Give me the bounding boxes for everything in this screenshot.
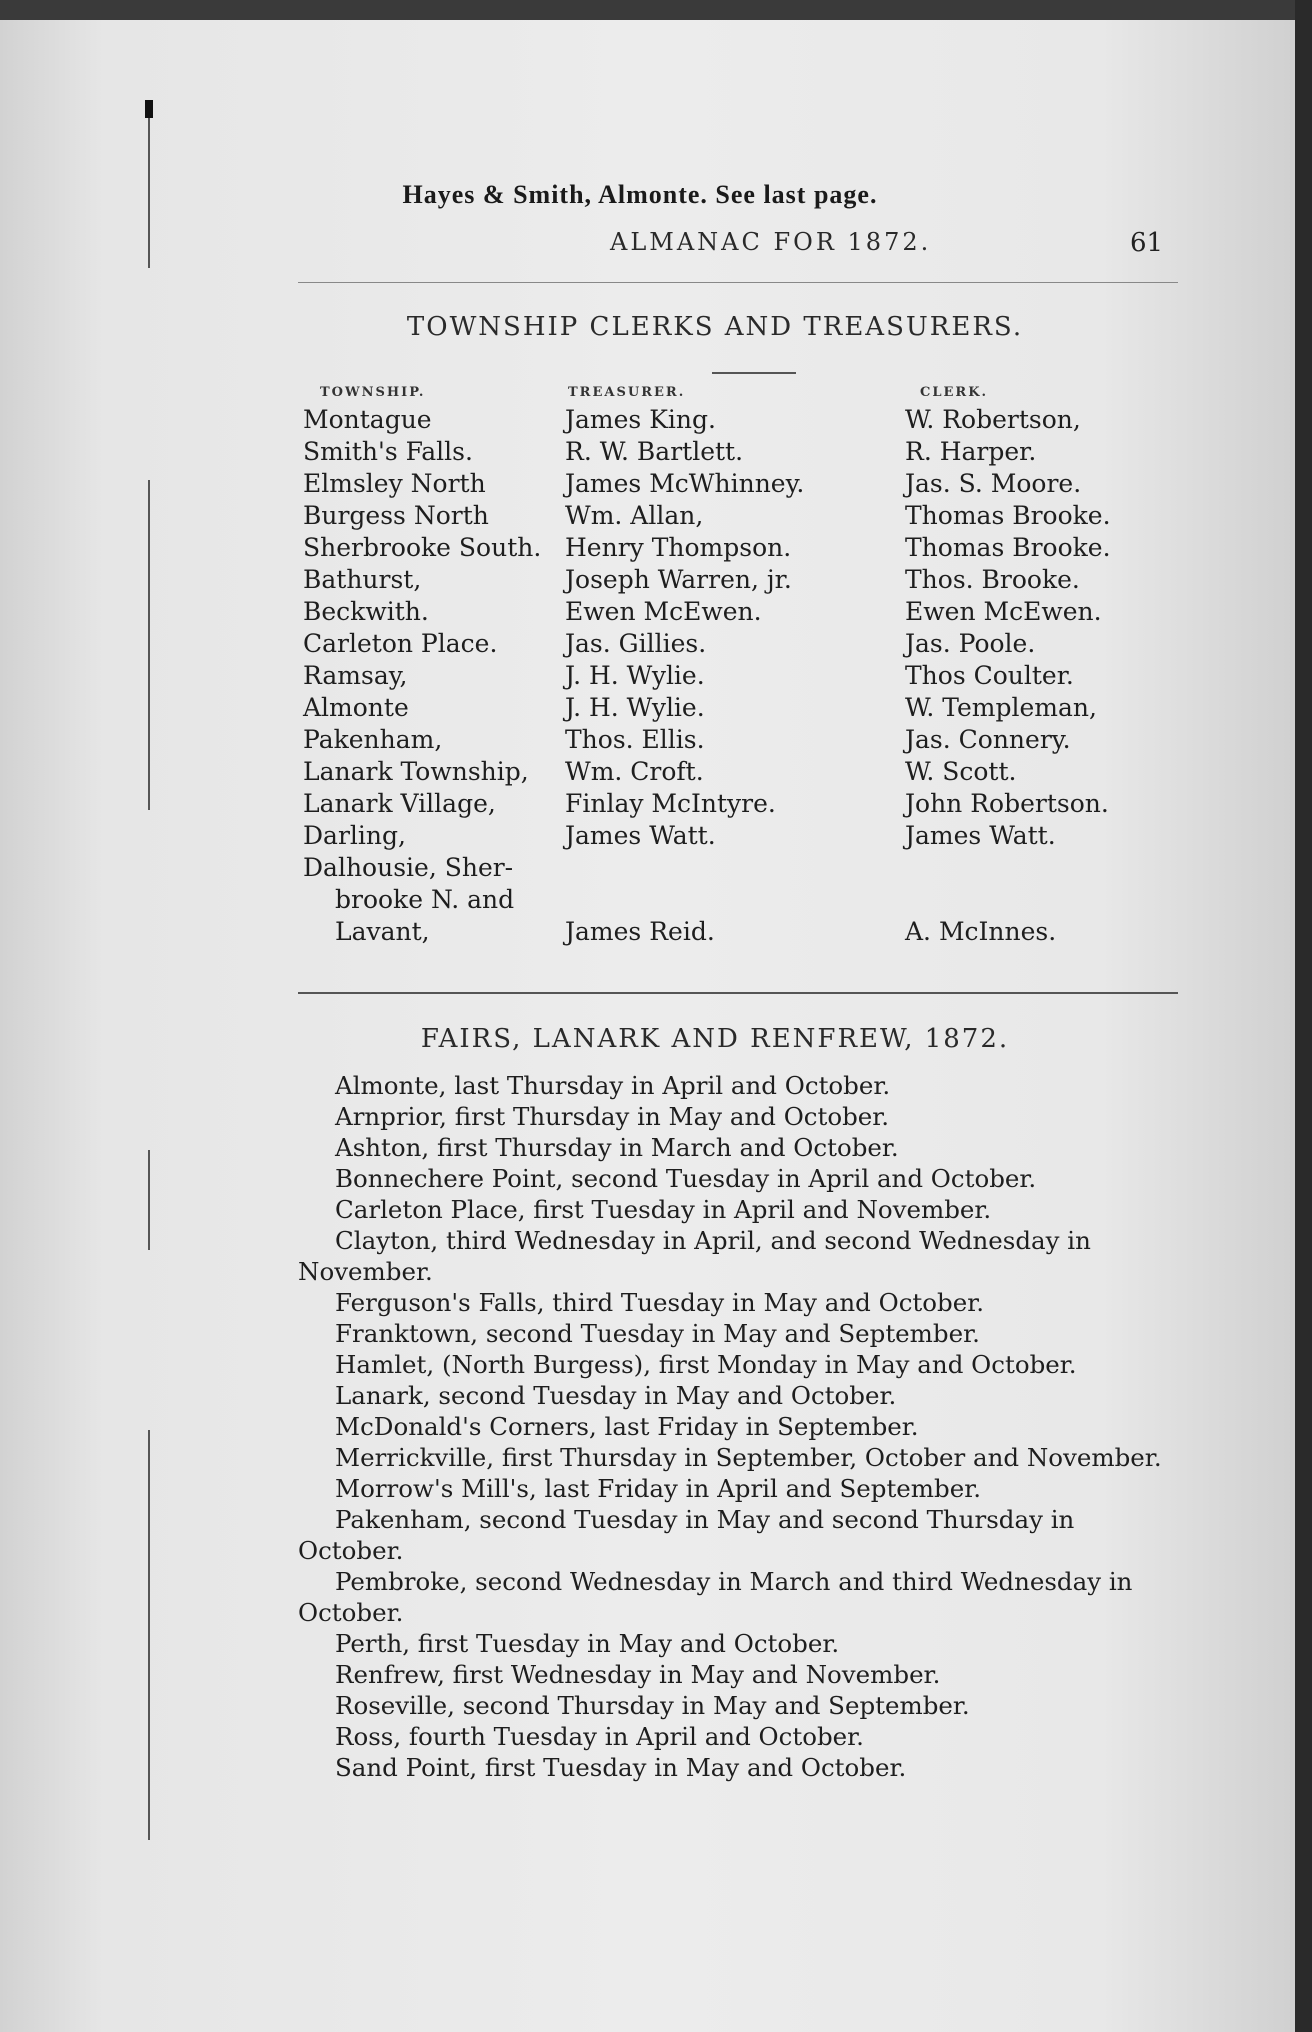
table-row (0, 469, 1300, 501)
township-cell: Lanark Village, (303, 789, 496, 818)
township-cell: Carleton Place. (303, 629, 498, 658)
header-rule (298, 282, 1178, 283)
clerk-cell: A. McInnes. (905, 917, 1057, 946)
clerk-cell: Ewen McEwen. (905, 597, 1102, 626)
page-edge (1295, 0, 1312, 2032)
list-item: Bonnechere Point, second Tuesday in April and October. (335, 1164, 1037, 1193)
list-item: Ashton, first Thursday in March and October. (335, 1133, 899, 1162)
treasurer-cell: J. H. Wylie. (565, 693, 705, 722)
almanac-title: ALMANAC FOR 1872. (610, 228, 932, 256)
township-cell: brooke N. and (335, 885, 515, 914)
list-item: Ross, fourth Tuesday in April and October. (335, 1722, 864, 1751)
fairs-list (298, 1070, 1178, 1783)
clerk-cell: W. Robertson, (905, 405, 1081, 434)
township-cell: Dalhousie, Sher- (303, 853, 514, 882)
col-header-township: TOWNSHIP. (320, 385, 426, 400)
table-row (0, 629, 1300, 661)
list-item: Pakenham, second Tuesday in May and second Thursday in October. (298, 1505, 1075, 1565)
treasurer-cell: Jas. Gillies. (565, 629, 707, 658)
table-row (0, 501, 1300, 533)
list-item: Merrickville, first Thursday in September, October and November. (335, 1443, 1162, 1472)
treasurer-cell: Henry Thompson. (565, 533, 792, 562)
advert-line: Hayes & Smith, Almonte. See last page. (402, 180, 878, 209)
list-item: Hamlet, (North Burgess), first Monday in May and October. (335, 1350, 1077, 1379)
fairs-title: FAIRS, LANARK AND RENFREW, 1872. (420, 1024, 1010, 1054)
clerk-cell: Thos Coulter. (905, 661, 1074, 690)
clerk-cell: Jas. S. Moore. (905, 469, 1082, 498)
clerk-cell: Jas. Connery. (905, 725, 1071, 754)
list-item: Roseville, second Thursday in May and September. (335, 1691, 970, 1720)
binding-stitch (145, 100, 153, 1950)
clerk-cell: R. Harper. (905, 437, 1037, 466)
township-cell: Beckwith. (303, 597, 429, 626)
list-item: Carleton Place, first Tuesday in April and November. (335, 1195, 992, 1224)
township-cell: Smith's Falls. (303, 437, 473, 466)
table-row (0, 917, 1300, 949)
township-cell: Burgess North (303, 501, 489, 530)
table-row (0, 565, 1300, 597)
title-underline (712, 372, 796, 374)
treasurer-cell: Thos. Ellis. (565, 725, 705, 754)
township-cell: Elmsley North (303, 469, 486, 498)
list-item: Franktown, second Tuesday in May and September. (335, 1319, 980, 1348)
table-row (0, 725, 1300, 757)
treasurer-cell: James McWhinney. (565, 469, 805, 498)
page-number: 61 (1130, 228, 1164, 258)
clerk-cell: Thomas Brooke. (905, 501, 1111, 530)
list-item: Almonte, last Thursday in April and October. (335, 1071, 891, 1100)
list-item: Morrow's Mill's, last Friday in April and September. (335, 1474, 982, 1503)
table-row (0, 853, 1300, 885)
township-cell: Lanark Township, (303, 757, 529, 786)
township-cell: Sherbrooke South. (303, 533, 542, 562)
list-item: Lanark, second Tuesday in May and October. (335, 1381, 897, 1410)
clerk-cell: Jas. Poole. (905, 629, 1036, 658)
table-row (0, 661, 1300, 693)
table-row (0, 405, 1300, 437)
list-item: Ferguson's Falls, third Tuesday in May and October. (335, 1288, 985, 1317)
township-cell: Montague (303, 405, 432, 434)
list-item: Clayton, third Wednesday in April, and second Wednesday in November. (298, 1226, 1091, 1286)
treasurer-cell: Joseph Warren, jr. (565, 565, 792, 594)
list-item: Sand Point, first Tuesday in May and October. (335, 1753, 907, 1782)
township-cell: Lavant, (335, 917, 430, 946)
table-row (0, 597, 1300, 629)
table-row (0, 821, 1300, 853)
table-row (0, 757, 1300, 789)
treasurer-cell: Wm. Allan, (565, 501, 704, 530)
township-cell: Almonte (303, 693, 409, 722)
treasurer-cell: Finlay McIntyre. (565, 789, 776, 818)
col-header-treasurer: TREASURER. (568, 385, 686, 400)
treasurer-cell: R. W. Bartlett. (565, 437, 744, 466)
township-cell: Darling, (303, 821, 406, 850)
clerk-cell: W. Templeman, (905, 693, 1097, 722)
table-row (0, 789, 1300, 821)
col-header-clerk: CLERK. (920, 385, 989, 400)
treasurer-cell: James Reid. (565, 917, 715, 946)
treasurer-cell: J. H. Wylie. (565, 661, 705, 690)
clerk-cell: Thomas Brooke. (905, 533, 1111, 562)
township-cell: Ramsay, (303, 661, 408, 690)
list-item: Pembroke, second Wednesday in March and third Wednesday in October. (298, 1567, 1133, 1627)
treasurer-cell: James King. (565, 405, 716, 434)
list-item: Perth, first Tuesday in May and October. (335, 1629, 840, 1658)
clerk-cell: Thos. Brooke. (905, 565, 1080, 594)
clerks-title: TOWNSHIP CLERKS AND TREASURERS. (406, 312, 1024, 342)
table-row (0, 437, 1300, 469)
treasurer-cell: Ewen McEwen. (565, 597, 762, 626)
list-item: Arnprior, first Thursday in May and October. (335, 1102, 890, 1131)
table-row (0, 885, 1300, 917)
treasurer-cell: Wm. Croft. (565, 757, 704, 786)
running-header (0, 180, 1100, 210)
section-divider (298, 992, 1178, 994)
clerk-cell: John Robertson. (905, 789, 1109, 818)
list-item: Renfrew, first Wednesday in May and November. (335, 1660, 941, 1689)
table-row (0, 693, 1300, 725)
township-cell: Bathurst, (303, 565, 422, 594)
clerk-cell: James Watt. (905, 821, 1056, 850)
list-item: McDonald's Corners, last Friday in September. (335, 1412, 919, 1441)
treasurer-cell: James Watt. (565, 821, 716, 850)
township-cell: Pakenham, (303, 725, 443, 754)
table-row (0, 533, 1300, 565)
clerk-cell: W. Scott. (905, 757, 1017, 786)
